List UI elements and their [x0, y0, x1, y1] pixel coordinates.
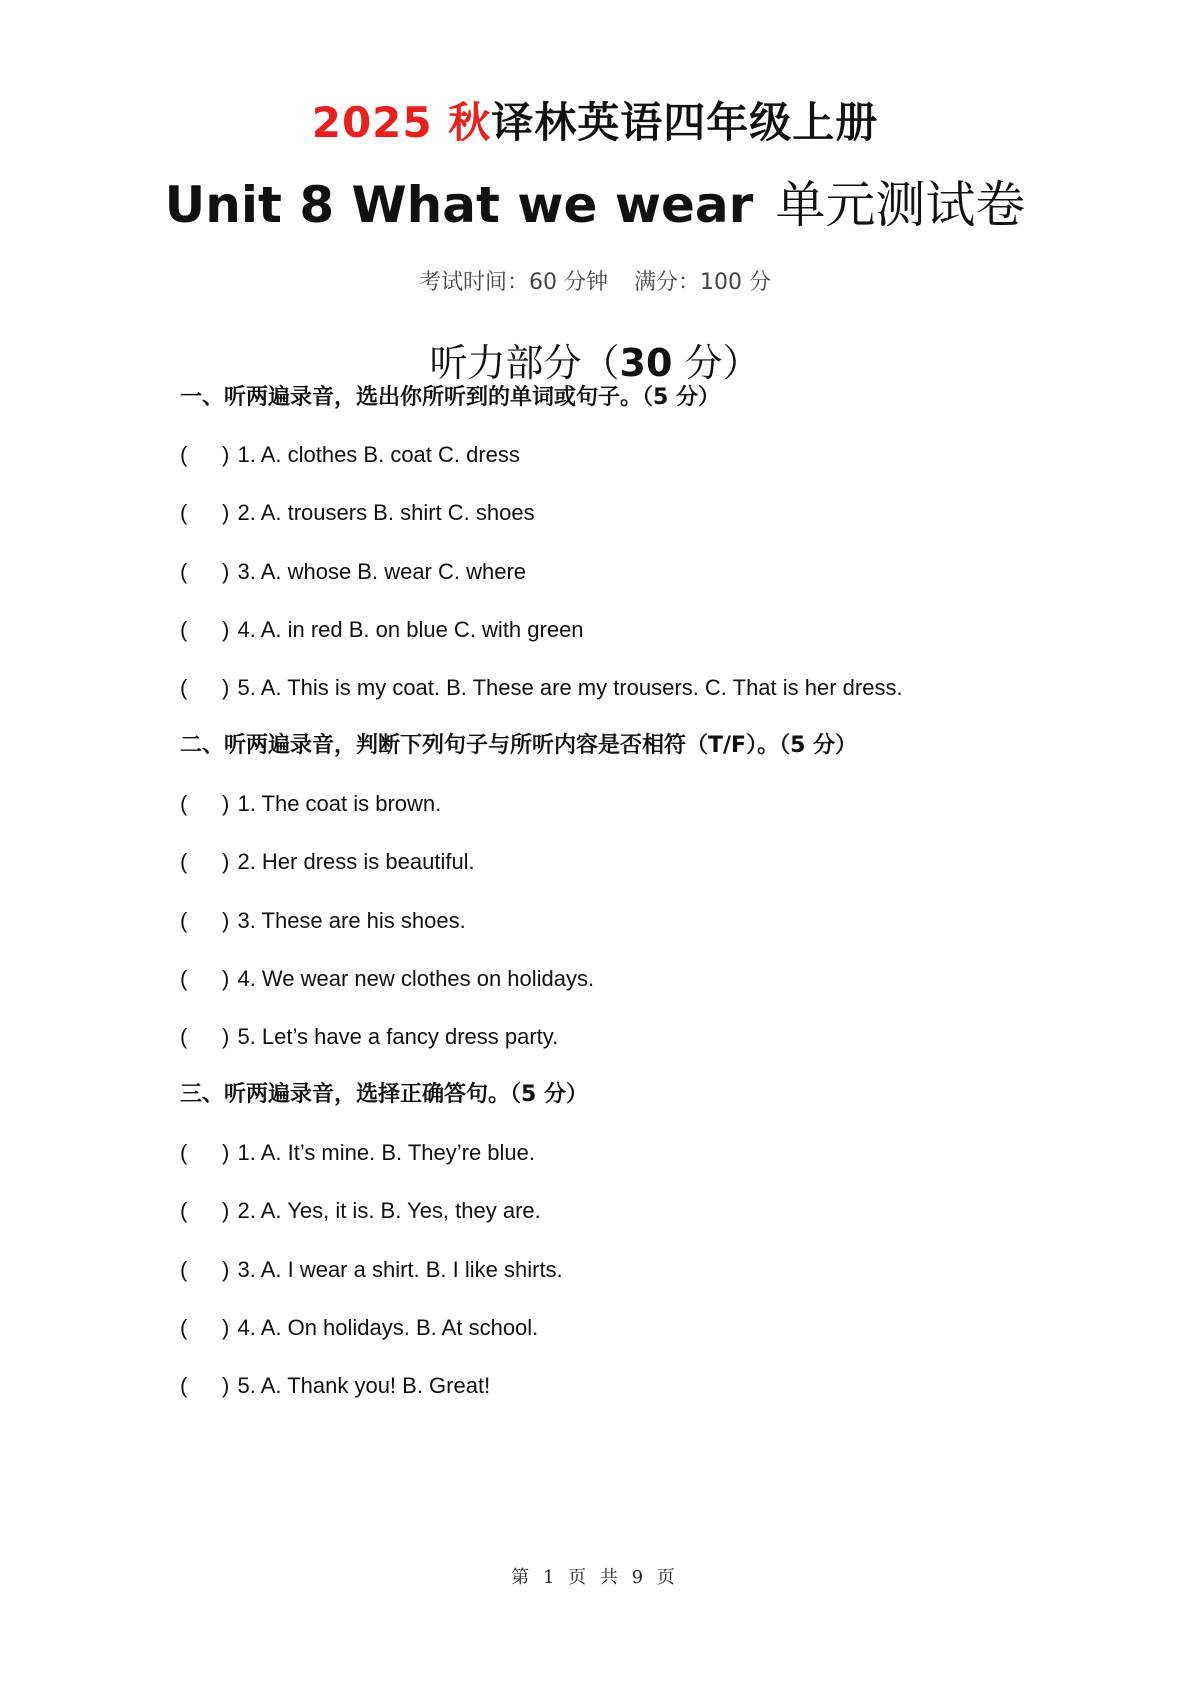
question-text: 4. A. On holidays. B. At school. [237, 1315, 539, 1340]
question-text: 1. A. clothes B. coat C. dress [237, 442, 520, 467]
question-row: ( ) 4. We wear new clothes on holidays. [180, 966, 595, 991]
question-text: 2. Her dress is beautiful. [237, 849, 475, 874]
question-text: 5. Let’s have a fancy dress party. [237, 1024, 559, 1049]
part-points: 30 [619, 341, 673, 385]
page-number-footer: 第 1 页 共 9 页 [511, 1567, 679, 1588]
question-row: ( ) 3. A. I wear a shirt. B. I like shirts. [180, 1257, 563, 1282]
question-row: ( ) 3. A. whose B. wear C. where [180, 559, 527, 584]
question-row: ( ) 1. A. clothes B. coat C. dress [180, 442, 520, 467]
exam-full-score: 满分：100 分 [634, 270, 771, 295]
title-year-season: 2025 秋 [311, 98, 492, 147]
question-text: 5. A. Thank you! B. Great! [237, 1373, 491, 1398]
question-text: 2. A. Yes, it is. B. Yes, they are. [237, 1198, 541, 1223]
part-heading [0, 338, 1190, 388]
question-row: ( ) 3. These are his shoes. [180, 908, 466, 933]
question-row: ( ) 5. A. This is my coat. B. These are my trousers. C. That is her dress. [180, 675, 903, 700]
title-line-2 [0, 172, 1190, 238]
title-line-1 [0, 95, 1190, 151]
question-text: 5. A. This is my coat. B. These are my trousers. C. That is her dress. [237, 675, 903, 700]
question-row: ( ) 4. A. in red B. on blue C. with green [180, 617, 584, 642]
title-unit-en: Unit 8 What we wear [164, 176, 754, 234]
title-textbook: 译林英语四年级上册 [491, 98, 879, 147]
question-text: 3. A. whose B. wear C. where [237, 559, 527, 584]
question-text: 4. A. in red B. on blue C. with green [237, 617, 584, 642]
question-row: ( ) 2. A. Yes, it is. B. Yes, they are. [180, 1198, 541, 1223]
exam-info [0, 268, 1190, 298]
question-row: ( ) 4. A. On holidays. B. At school. [180, 1315, 539, 1340]
question-text: 1. A. It’s mine. B. They’re blue. [237, 1140, 536, 1165]
question-row: ( ) 2. A. trousers B. shirt C. shoes [180, 500, 535, 525]
section-heading-1: 一、听两遍录音，选出你所听到的单词或句子。（5 分） [180, 385, 720, 410]
section-heading-2: 二、听两遍录音，判断下列句子与所听内容是否相符（T/F）。（5 分） [180, 733, 858, 758]
question-text: 1. The coat is brown. [237, 791, 442, 816]
section-heading-3: 三、听两遍录音，选择正确答句。（5 分） [180, 1082, 588, 1107]
question-text: 2. A. trousers B. shirt C. shoes [237, 500, 535, 525]
exam-time: 考试时间：60 分钟 [419, 270, 608, 295]
question-text: 3. A. I wear a shirt. B. I like shirts. [237, 1257, 563, 1282]
part-suffix: 分） [672, 341, 761, 385]
question-text: 4. We wear new clothes on holidays. [237, 966, 595, 991]
part-name: 听力部分（ [429, 341, 620, 385]
question-text: 3. These are his shoes. [237, 908, 466, 933]
question-row: ( ) 5. Let’s have a fancy dress party. [180, 1024, 559, 1049]
question-row: ( ) 5. A. Thank you! B. Great! [180, 1373, 491, 1398]
title-unit-cn: 单元测试卷 [775, 176, 1026, 234]
question-row: ( ) 1. The coat is brown. [180, 791, 442, 816]
question-row: ( ) 2. Her dress is beautiful. [180, 849, 475, 874]
question-row: ( ) 1. A. It’s mine. B. They’re blue. [180, 1140, 536, 1165]
